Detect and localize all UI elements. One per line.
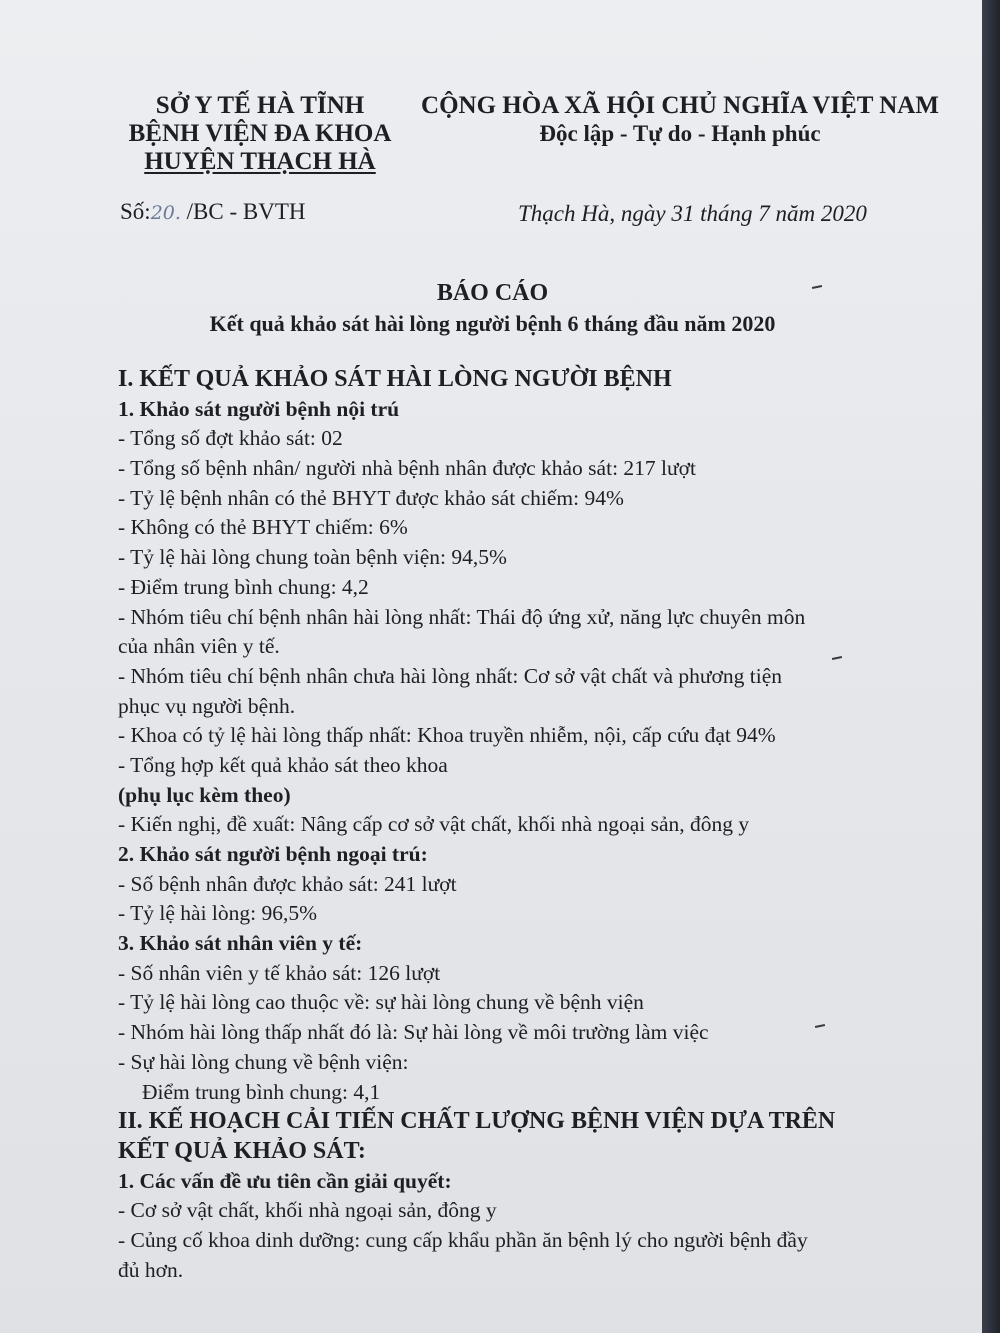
body-line: - Tỷ lệ hài lòng cao thuộc về: sự hài lòng chung về bệnh viện xyxy=(118,990,644,1015)
body-line: đủ hơn. xyxy=(118,1257,184,1282)
body-line: - Số bệnh nhân được khảo sát: 241 lượt xyxy=(118,871,457,896)
body-line: Điểm trung bình chung: 4,1 xyxy=(142,1079,381,1104)
document-number-suffix: /BC - BVTH xyxy=(180,199,306,224)
agency-line-2: BỆNH VIỆN ĐA KHOA xyxy=(128,120,392,147)
body-line: - Nhóm tiêu chí bệnh nhân hài lòng nhất: Thái độ ứng xử, năng lực chuyên môn xyxy=(118,604,806,629)
body-line: - Tổng hợp kết quả khảo sát theo khoa xyxy=(118,752,448,777)
subsection-heading: 3. Khảo sát nhân viên y tế: xyxy=(118,931,363,956)
subsection-heading: 1. Khảo sát người bệnh nội trú xyxy=(118,396,400,421)
national-header-block xyxy=(410,92,950,148)
body-line: - Tỷ lệ hài lòng: 96,5% xyxy=(118,901,318,926)
national-motto: Độc lập - Tự do - Hạnh phúc xyxy=(539,121,821,146)
body-line: - Tỷ lệ bệnh nhân có thẻ BHYT được khảo sát chiếm: 94% xyxy=(118,485,624,510)
body-line: - Nhóm tiêu chí bệnh nhân chưa hài lòng nhất: Cơ sở vật chất và phương tiện xyxy=(118,663,783,688)
body-line: phục vụ người bệnh. xyxy=(118,693,296,718)
document-number-prefix: Số: xyxy=(120,199,151,224)
body-line: - Tổng số đợt khảo sát: 02 xyxy=(118,426,343,451)
background-edge xyxy=(982,0,1000,1333)
body-line: - Tỷ lệ hài lòng chung toàn bệnh viện: 94,5% xyxy=(118,545,507,570)
handwritten-number: 20. xyxy=(150,202,181,224)
document-date: Thạch Hà, ngày 31 tháng 7 năm 2020 xyxy=(518,201,867,226)
agency-line-3: HUYỆN THẠCH HÀ xyxy=(144,148,376,175)
body-line: của nhân viên y tế. xyxy=(118,634,280,659)
body-line: - Tổng số bệnh nhân/ người nhà bệnh nhân được khảo sát: 217 lượt xyxy=(118,456,697,481)
report-body xyxy=(118,365,928,1285)
report-subtitle: Kết quả khảo sát hài lòng người bệnh 6 tháng đầu năm 2020 xyxy=(209,311,776,336)
section-heading: II. KẾ HOẠCH CẢI TIẾN CHẤT LƯỢNG BỆNH VIỆN DỰA TRÊN xyxy=(118,1108,836,1135)
body-line: - Khoa có tỷ lệ hài lòng thấp nhất: Khoa truyền nhiễm, nội, cấp cứu đạt 94% xyxy=(118,723,776,748)
issuing-agency-block xyxy=(100,92,420,176)
subsection-heading: 1. Các vấn đề ưu tiên cần giải quyết: xyxy=(118,1168,452,1193)
body-line: - Sự hài lòng chung về bệnh viện: xyxy=(118,1049,409,1074)
subsection-heading: 2. Khảo sát người bệnh ngoại trú: xyxy=(118,842,428,866)
body-line: - Số nhân viên y tế khảo sát: 126 lượt xyxy=(118,960,441,985)
appendix-note: (phụ lục kèm theo) xyxy=(118,782,291,807)
document-number xyxy=(120,199,306,225)
agency-line-1: SỞ Y TẾ HÀ TĨNH xyxy=(155,92,365,119)
body-line: - Điểm trung bình chung: 4,2 xyxy=(118,574,369,599)
body-line: - Kiến nghị, đề xuất: Nâng cấp cơ sở vật chất, khối nhà ngoại sản, đông y xyxy=(118,812,750,837)
body-line: - Không có thẻ BHYT chiếm: 6% xyxy=(118,515,408,540)
body-line: - Nhóm hài lòng thấp nhất đó là: Sự hài lòng về môi trường làm việc xyxy=(118,1020,709,1045)
report-title: BÁO CÁO xyxy=(436,280,549,306)
section-heading: I. KẾT QUẢ KHẢO SÁT HÀI LÒNG NGƯỜI BỆNH xyxy=(118,366,672,392)
national-title: CỘNG HÒA XÃ HỘI CHỦ NGHĨA VIỆT NAM xyxy=(421,92,939,119)
section-heading: KẾT QUẢ KHẢO SÁT: xyxy=(118,1137,366,1164)
body-line: - Củng cố khoa dinh dưỡng: cung cấp khẩu phần ăn bệnh lý cho người bệnh đầy xyxy=(118,1227,808,1252)
body-line: - Cơ sở vật chất, khối nhà ngoại sản, đông y xyxy=(118,1198,497,1223)
